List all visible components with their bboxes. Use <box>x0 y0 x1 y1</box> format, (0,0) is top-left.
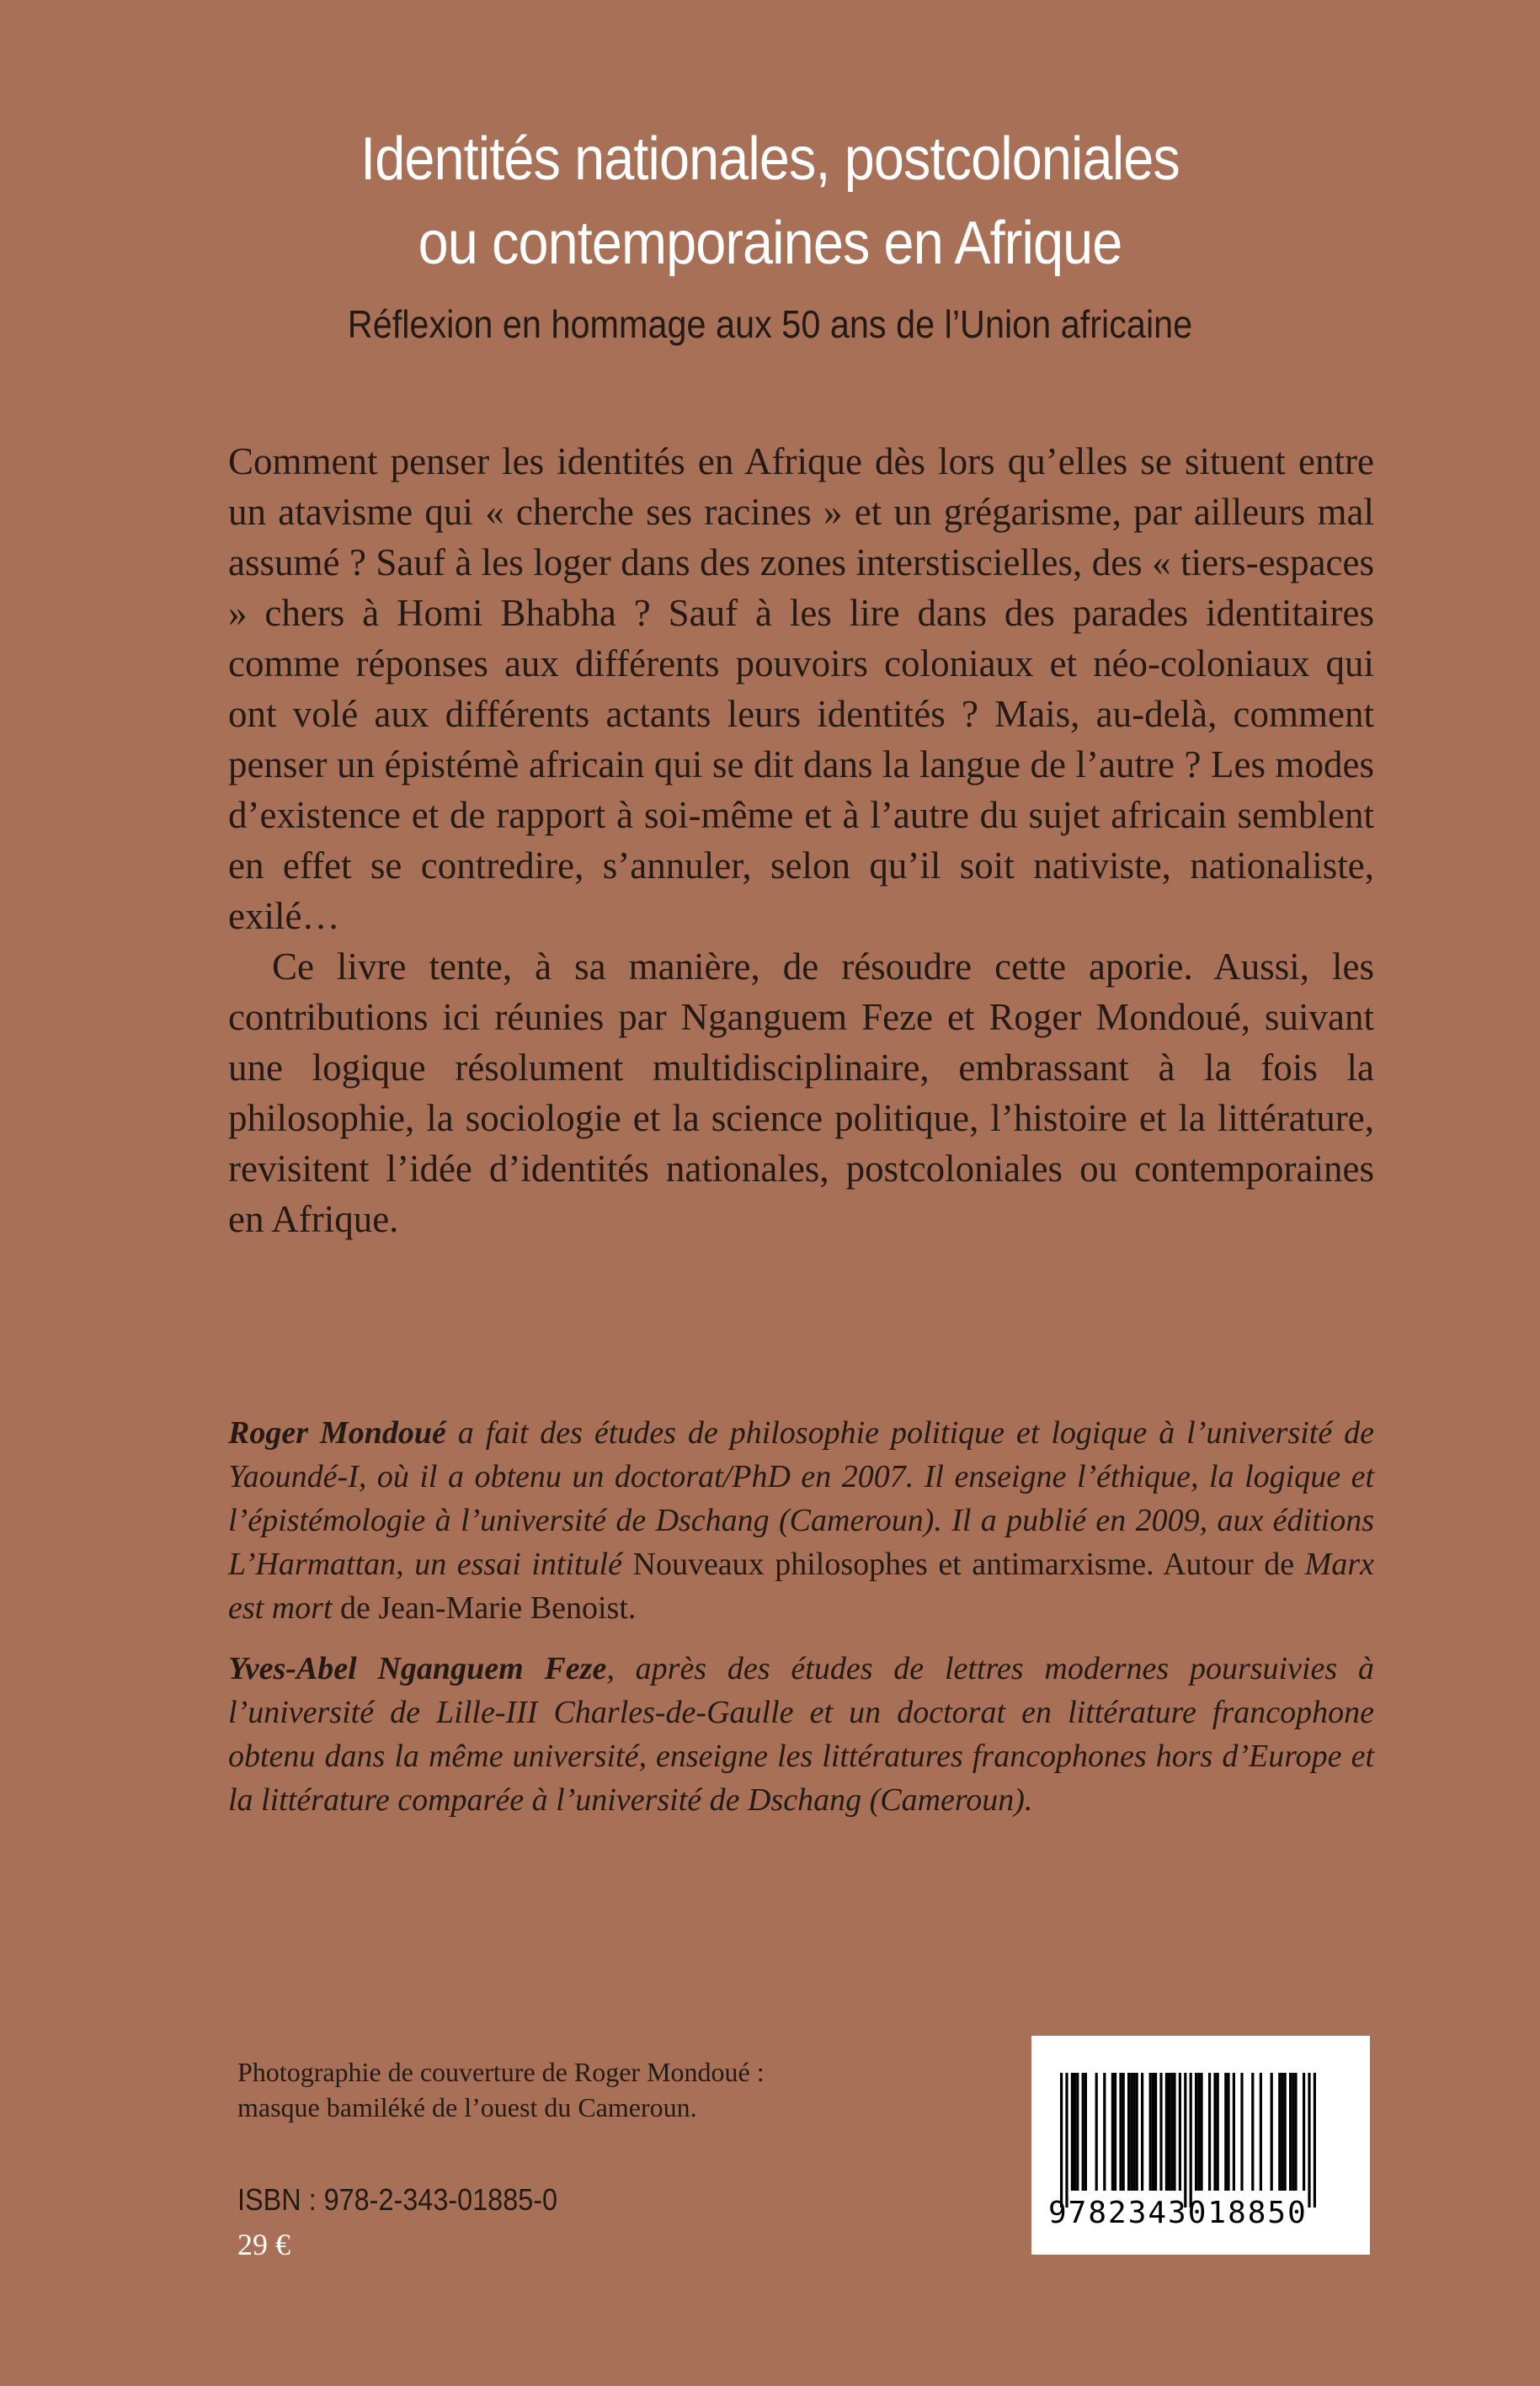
barcode-bar <box>1284 2073 1287 2191</box>
blurb <box>228 436 1374 1244</box>
barcode-bar <box>1278 2073 1281 2191</box>
barcode-bar <box>1132 2073 1135 2191</box>
barcode-bar <box>1271 2073 1273 2191</box>
barcode-bar <box>1130 2073 1132 2191</box>
photo-credit <box>237 2054 765 2125</box>
barcode-bar <box>1060 2073 1063 2208</box>
barcode-bar <box>1251 2073 1254 2191</box>
barcode-bar <box>1190 2073 1192 2208</box>
book-title-line-1: Identités nationales, postcoloniales <box>360 125 1180 193</box>
author-bio-nganguem <box>228 1647 1374 1822</box>
barcode-bar <box>1197 2073 1200 2191</box>
barcode-bar <box>1173 2073 1175 2191</box>
barcode <box>1031 2036 1370 2255</box>
blurb-paragraph-1: Comment penser les identités en Afrique dès lors qu’elles se situent entre un atavisme qui « cherche ses racines » et un grégarisme, par ailleurs mal assumé ? Sauf à les loger dans des zones interstiscielles, des « tiers-espaces » chers à Homi Bhabha ? Sauf à les lire dans des parades identitaires comme réponses aux différents pouvoirs coloniaux et néo-coloniaux qui ont volé aux différents actants leurs identités ? Mais, au-delà, comment penser un épistémè africain qui se dit dans la langue de l’autre ? Les modes d’existence et de rapport à soi-même et à l’autre du sujet africain semblent en effet se contredire, s’annuler, selon qu’il soit nativiste, nationaliste, exilé… <box>228 440 1374 937</box>
barcode-bar <box>1168 2073 1170 2191</box>
barcode-bar <box>1141 2073 1143 2191</box>
barcode-bar <box>1240 2073 1243 2191</box>
barcode-bar <box>1217 2073 1219 2191</box>
bio-text-end: de Jean-Marie Benoist. <box>332 1590 637 1626</box>
barcode-bar <box>1224 2073 1227 2191</box>
barcode-bar <box>1095 2073 1098 2191</box>
price: 29 € <box>237 2228 290 2261</box>
barcode-bar <box>1071 2073 1074 2191</box>
book-title: Nouveaux philosophes et antimarxisme. Autour de <box>632 1547 1305 1582</box>
barcode-bar <box>1119 2073 1122 2191</box>
book-title-italic: Marx est mort <box>228 1547 1374 1626</box>
barcode-number: 9782343018850 <box>1048 2196 1308 2230</box>
barcode-bar <box>1200 2073 1202 2191</box>
barcode-bar <box>1179 2073 1181 2191</box>
isbn: ISBN : 978-2-343-01885-0 <box>237 2182 558 2217</box>
barcode-bar <box>1065 2073 1068 2208</box>
barcode-bar <box>1314 2073 1316 2208</box>
book-subtitle: Réflexion en hommage aux 50 ans de l’Union africaine <box>347 302 1193 346</box>
author-bio-mondoue <box>228 1411 1374 1630</box>
barcode-bar <box>1170 2073 1173 2191</box>
bio-text: a fait des études de philosophie politique et logique à l’université de Yaoundé-I, où il a obtenu un doctorat/PhD en 2007. Il enseigne l’éthique, la logique et l’épistémologie à l’université de Dschang (Cameroun). Il a publié en 2009, aux éditions L’Harmattan, un essai intitulé <box>228 1415 1375 1582</box>
photo-credit-line-2: masque bamiléké de l’ouest du Cameroun. <box>237 2092 697 2122</box>
barcode-bar <box>1303 2073 1305 2191</box>
barcode-bar <box>1260 2073 1262 2191</box>
barcode-bar <box>1074 2073 1076 2191</box>
blurb-paragraph-2: Ce livre tente, à sa manière, de résoudre cette aporie. Aussi, les contributions ici réunies par Nganguem Feze et Roger Mondoué, suivant une logique résolument multidisciplinaire, embrassant à la fois la philosophie, la sociologie et la science politique, l’histoire et la littérature, revisitent l’idée d’identités nationales, postcoloniales ou contemporaines en Afrique. <box>228 945 1374 1240</box>
barcode-bar <box>1281 2073 1283 2191</box>
barcode-bar <box>1114 2073 1116 2191</box>
barcode-bar <box>1213 2073 1216 2191</box>
barcode-bar <box>1208 2073 1211 2191</box>
barcode-bar <box>1076 2073 1079 2191</box>
bio-text: , après des études de lettres modernes poursuivies à l’université de Lille-III Charles-de-Gaulle et un doctorat en littérature francophone obtenu dans la même université, enseigne les littératures francophones hors d’Europe et la littérature comparée à l’université de Dschang (Cameroun). <box>228 1651 1375 1818</box>
barcode-bar <box>1111 2073 1114 2191</box>
barcode-bar <box>1084 2073 1087 2191</box>
barcode-bar <box>1082 2073 1084 2191</box>
barcode-bar <box>1233 2073 1235 2191</box>
barcode-bar <box>1152 2073 1154 2191</box>
barcode-bar <box>1127 2073 1130 2191</box>
barcode-bar <box>1103 2073 1106 2191</box>
barcode-bar <box>1165 2073 1168 2191</box>
author-name: Yves-Abel Nganguem Feze <box>228 1651 607 1686</box>
barcode-bar <box>1227 2073 1229 2191</box>
photo-credit-line-1: Photographie de couverture de Roger Mondoué : <box>237 2057 765 2087</box>
barcode-bar <box>1159 2073 1162 2191</box>
barcode-bar <box>1292 2073 1294 2191</box>
barcode-bar <box>1149 2073 1152 2191</box>
barcode-bar <box>1122 2073 1125 2191</box>
barcode-bars <box>1060 2073 1330 2208</box>
barcode-bar <box>1154 2073 1157 2191</box>
barcode-bar <box>1136 2073 1138 2191</box>
barcode-bar <box>1294 2073 1297 2191</box>
barcode-bar <box>1289 2073 1292 2191</box>
barcode-bar <box>1308 2073 1310 2208</box>
barcode-bar <box>1195 2073 1197 2191</box>
barcode-bar <box>1184 2073 1186 2208</box>
book-title-line-2: ou contemporaines en Afrique <box>418 210 1122 277</box>
author-name: Roger Mondoué <box>228 1415 446 1451</box>
